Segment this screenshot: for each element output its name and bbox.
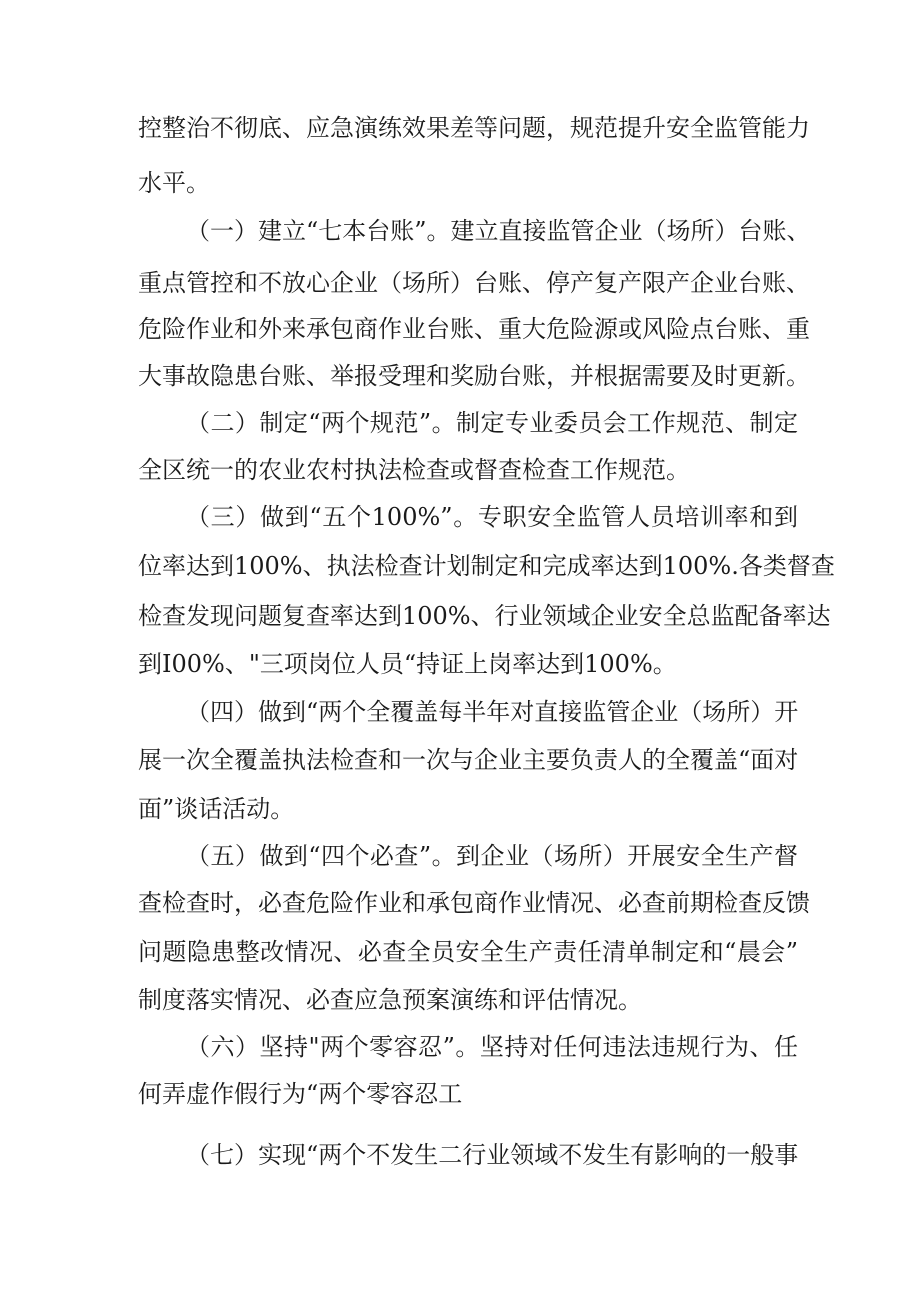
paragraph-line: 重点管控和不放心企业（场所）台账、停产复产限产企业台账、 bbox=[138, 269, 810, 297]
paragraph-line: 大事故隐患台账、举报受理和奖励台账，并根据需要及时更新。 bbox=[138, 362, 810, 390]
paragraph-line: （七）实现“两个不发生二行业领域不发生有影响的一般事 bbox=[186, 1141, 799, 1169]
paragraph-line: 位率达到100%、执法检查计划制定和完成率达到100%.各类督查 bbox=[138, 552, 835, 580]
paragraph-line: （四）做到“两个全覆盖每半年对直接监管企业（场所）开 bbox=[186, 698, 799, 726]
paragraph-line: 危险作业和外来承包商作业台账、重大危险源或风险点台账、重 bbox=[138, 315, 810, 343]
paragraph-line: 展一次全覆盖执法检查和一次与企业主要负责人的全覆盖“面对 bbox=[138, 746, 799, 774]
paragraph-line: 制度落实情况、必查应急预案演练和评估情况。 bbox=[138, 986, 642, 1014]
paragraph-line: 全区统一的农业农村执法检查或督查检查工作规范。 bbox=[138, 456, 690, 484]
paragraph-line: （五）做到“四个必查”。到企业（场所）开展安全生产督 bbox=[186, 842, 798, 870]
paragraph-line: 问题隐患整改情况、必查全员安全生产责任清单制定和“晨会” bbox=[138, 938, 798, 966]
paragraph-line: 水平。 bbox=[138, 169, 210, 197]
paragraph-line: 面”谈话活动。 bbox=[138, 795, 295, 823]
paragraph-line: 检查发现问题复查率达到100%、行业领域企业安全总监配备率达 bbox=[138, 602, 831, 630]
paragraph-line: （三）做到“五个100%”。专职安全监管人员培训率和到 bbox=[186, 503, 798, 531]
paragraph-line: 查检查时，必查危险作业和承包商作业情况、必查前期检查反馈 bbox=[138, 889, 810, 917]
paragraph-line: （六）坚持"两个零容忍”。坚持对任何违法违规行为、任 bbox=[186, 1033, 798, 1061]
paragraph-line: （一）建立“七本台账”。建立直接监管企业（场所）台账、 bbox=[186, 217, 811, 245]
paragraph-line: 控整治不彻底、应急演练效果差等问题，规范提升安全监管能力 bbox=[138, 114, 810, 142]
paragraph-line: 到I00%、"三项岗位人员“持证上岗率达到100%。 bbox=[138, 650, 677, 678]
paragraph-line: （二）制定“两个规范”。制定专业委员会工作规范、制定 bbox=[186, 409, 798, 437]
paragraph-line: 何弄虚作假行为“两个零容忍工 bbox=[138, 1080, 463, 1108]
